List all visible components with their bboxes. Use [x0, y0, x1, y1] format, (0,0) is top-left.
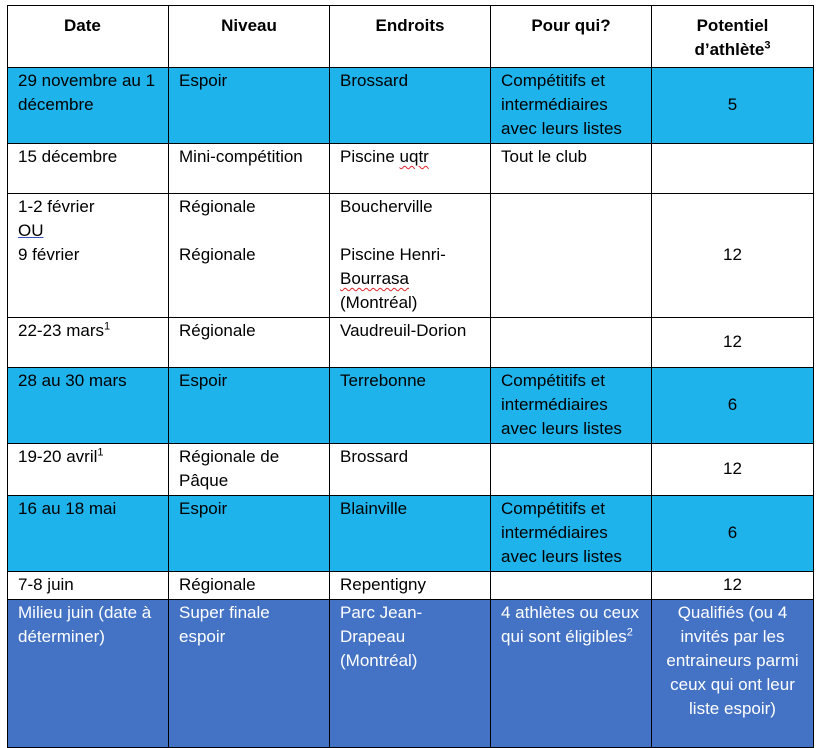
- cell-niveau: Espoir: [169, 68, 330, 144]
- header-potentiel-line2: d’athlète: [694, 40, 765, 59]
- endroit-text: Piscine: [340, 147, 400, 166]
- cell-potentiel: 5: [652, 68, 814, 144]
- cell-endroit: Repentigny: [330, 572, 491, 600]
- table-row: [8, 572, 814, 600]
- cell-date: 7-8 juin: [8, 572, 169, 600]
- table-row: [8, 444, 814, 496]
- cell-pour-qui: Compétitifs et intermédiaires avec leurs listes: [491, 68, 652, 144]
- date-option-1: 1-2 février: [18, 197, 95, 216]
- cell-niveau: Régionale de Pâque: [169, 444, 330, 496]
- niveau-option-2: Régionale: [179, 245, 256, 264]
- cell-potentiel: 12: [652, 444, 814, 496]
- cell-pour-qui: [491, 600, 652, 748]
- footnote-marker: 1: [97, 446, 104, 459]
- cell-niveau: Espoir: [169, 368, 330, 444]
- header-pour-qui: Pour qui?: [491, 6, 652, 68]
- cell-date: 15 décembre: [8, 144, 169, 194]
- date-text: 19-20 avril: [18, 447, 98, 466]
- cell-niveau: [169, 194, 330, 318]
- footnote-marker: 1: [103, 320, 111, 333]
- cell-niveau: Régionale: [169, 572, 330, 600]
- footnote-marker: 2: [626, 626, 633, 639]
- table-row: [8, 496, 814, 572]
- schedule-table: [7, 5, 814, 748]
- table-row: [8, 600, 814, 748]
- date-option-2: 9 février: [18, 245, 80, 264]
- table-row: [8, 144, 814, 194]
- cell-endroit: Brossard: [330, 444, 491, 496]
- header-niveau: Niveau: [169, 6, 330, 68]
- cell-endroit: Brossard: [330, 68, 491, 144]
- header-row: [8, 6, 814, 68]
- cell-pour-qui: [491, 572, 652, 600]
- pour-qui-text: 4 athlètes ou ceux qui sont éligibles: [501, 603, 639, 646]
- cell-pour-qui: Compétitifs et intermédiaires avec leurs listes: [491, 368, 652, 444]
- cell-potentiel: [652, 144, 814, 194]
- cell-potentiel: 12: [652, 318, 814, 368]
- cell-endroit: [330, 144, 491, 194]
- cell-niveau: Espoir: [169, 496, 330, 572]
- table-row: [8, 318, 814, 368]
- cell-date: 29 novembre au 1 décembre: [8, 68, 169, 144]
- cell-endroit: Vaudreuil-Dorion: [330, 318, 491, 368]
- cell-date: [8, 318, 169, 368]
- endroit-option-1: Boucherville: [340, 197, 433, 216]
- cell-pour-qui: Tout le club: [491, 144, 652, 194]
- cell-date: Milieu juin (date à déterminer): [8, 600, 169, 748]
- niveau-option-1: Régionale: [179, 197, 256, 216]
- header-endroits: Endroits: [330, 6, 491, 68]
- cell-date: [8, 194, 169, 318]
- table-row: [8, 68, 814, 144]
- spellcheck-word: Bourrasa: [340, 269, 409, 288]
- cell-niveau: Super finale espoir: [169, 600, 330, 748]
- footnote-marker: 3: [764, 39, 771, 52]
- cell-endroit: Blainville: [330, 496, 491, 572]
- endroit-option-2-line1: Piscine Henri-: [340, 245, 446, 264]
- cell-date: 16 au 18 mai: [8, 496, 169, 572]
- cell-pour-qui: Compétitifs et intermédiaires avec leurs listes: [491, 496, 652, 572]
- cell-potentiel: 6: [652, 368, 814, 444]
- cell-pour-qui: [491, 194, 652, 318]
- cell-endroit: Terrebonne: [330, 368, 491, 444]
- header-date: Date: [8, 6, 169, 68]
- header-potentiel: [652, 6, 814, 68]
- table-row: [8, 194, 814, 318]
- cell-endroit: Parc Jean-Drapeau (Montréal): [330, 600, 491, 748]
- cell-date: [8, 444, 169, 496]
- header-potentiel-line1: Potentiel: [696, 16, 769, 35]
- cell-potentiel: 12: [652, 572, 814, 600]
- cell-niveau: Régionale: [169, 318, 330, 368]
- cell-potentiel: Qualifiés (ou 4 invités par les entraineurs parmi ceux qui ont leur liste espoir): [652, 600, 814, 748]
- cell-niveau: Mini-compétition: [169, 144, 330, 194]
- cell-pour-qui: [491, 318, 652, 368]
- cell-potentiel: 6: [652, 496, 814, 572]
- cell-pour-qui: [491, 444, 652, 496]
- spellcheck-word: uqtr: [399, 147, 429, 166]
- date-text: 22-23 mars: [18, 321, 104, 340]
- table-row: [8, 368, 814, 444]
- cell-date: 28 au 30 mars: [8, 368, 169, 444]
- date-or-separator: OU: [18, 221, 44, 240]
- cell-endroit: [330, 194, 491, 318]
- cell-potentiel: 12: [652, 194, 814, 318]
- endroit-option-2-line3: (Montréal): [340, 293, 418, 312]
